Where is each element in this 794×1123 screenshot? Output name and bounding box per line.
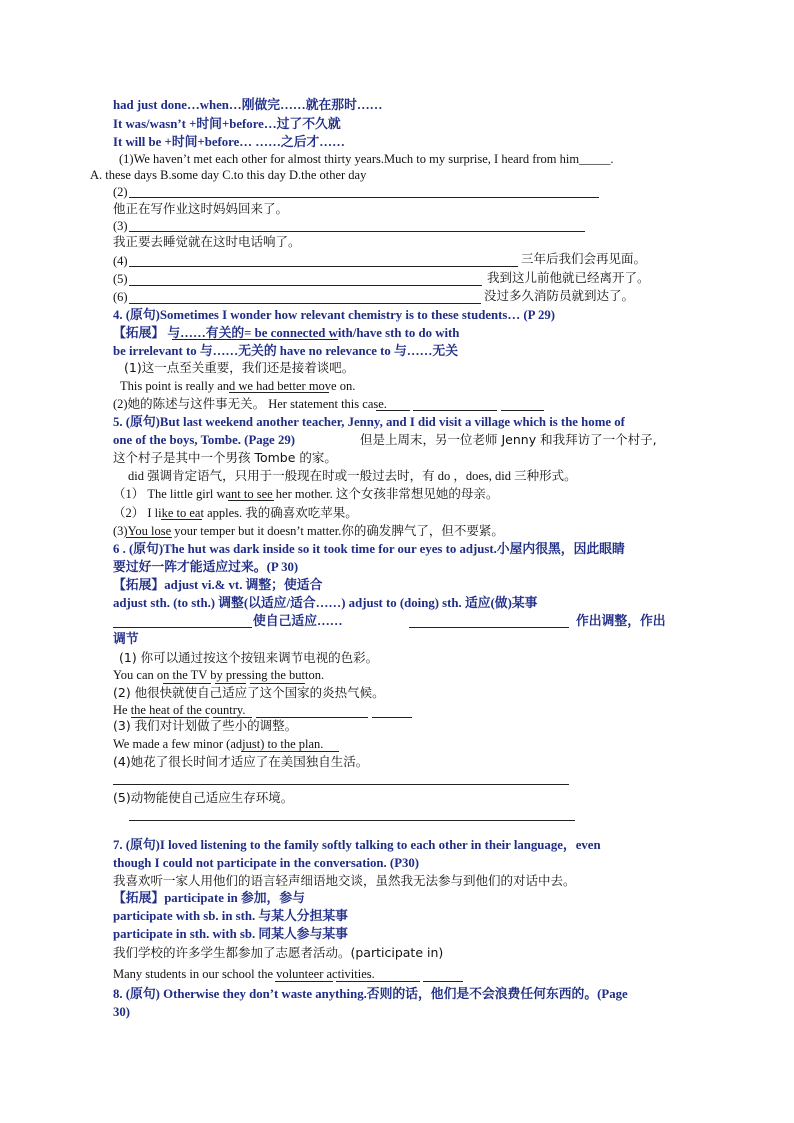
text-line-l02: It was/wasn’t +时间+before…过了不久就 (113, 117, 341, 131)
text-line-l39: (2) 他很快就使自己适应了这个国家的炎热气候。 (113, 685, 385, 700)
text-line-l28: （2） I like to eat apples. 我的确喜欢吃苹果。 (113, 506, 358, 520)
text-line-l36: 调节 (113, 632, 139, 646)
answer-blank-line (161, 519, 202, 520)
answer-blank-line (250, 683, 305, 684)
answer-blank-line (113, 784, 569, 785)
text-line-l25: 这个村子是其中一个男孩 Tombe 的家。 (113, 450, 337, 465)
answer-blank-line (113, 627, 252, 628)
answer-blank-line (213, 717, 252, 718)
text-line-l05: A. these days B.some day C.to this day D.the other day (90, 168, 367, 182)
text-line-l24: 但是上周末，另一位老师 Jenny 和我拜访了一个村子, (360, 432, 657, 447)
answer-blank-line (372, 717, 412, 718)
text-line-l06: (2) (113, 185, 128, 199)
text-line-l29: (3)You lose your temper but it doesn’t matter.你的确发脾气了，但不要紧。 (113, 524, 504, 538)
text-line-l13: 我到这儿前他就已经离开了。 (487, 270, 650, 285)
text-line-l18: be irrelevant to 与……无关的 have no relevance to 与……无关 (113, 344, 458, 358)
text-line-l47: 我喜欢听一家人用他们的语言轻声细语地交谈，虽然我无法参与到他们的对话中去。 (113, 873, 576, 888)
text-line-l37: (1) 你可以通过按这个按钮来调节电视的色彩。 (119, 650, 379, 665)
answer-blank-line (163, 683, 211, 684)
answer-blank-line (229, 392, 329, 393)
text-line-l10: (4) (113, 254, 128, 268)
text-line-l26: did 强调肯定语气，只用于一般现在时或一般过去时，有 do ，does, did 三种形式。 (128, 469, 577, 483)
text-line-l17: 【拓展】 与……有关的= be connected with/have sth to do with (113, 326, 460, 340)
text-line-l11: 三年后我们会再见面。 (521, 251, 647, 266)
text-line-l50: participate in sth. with sb. 同某人参与某事 (113, 927, 348, 941)
text-line-l07: 他正在写作业这时妈妈回来了。 (113, 201, 289, 216)
answer-blank-line (501, 410, 544, 411)
answer-blank-line (413, 410, 497, 411)
text-line-l14: (6) (113, 290, 128, 304)
answer-blank-line (336, 981, 420, 982)
answer-blank-line (129, 820, 575, 821)
text-line-l49: participate with sb. in sth. 与某人分担某事 (113, 909, 348, 923)
answer-blank-line (215, 683, 246, 684)
answer-blank-line (241, 751, 339, 752)
answer-blank-line (275, 981, 333, 982)
text-line-l01: had just done…when…刚做完……就在那时…… (113, 98, 383, 112)
text-line-l31: 要过好一阵才能适应过来。(P 30) (113, 560, 299, 574)
text-line-l22: 5. (原句)But last weekend another teacher, Jenny, and I did visit a village which is the home of (113, 415, 625, 429)
answer-blank-line (129, 231, 585, 232)
text-line-l45: 7. (原句)I loved listening to the family softly talking to each other in their language，even (113, 838, 601, 852)
answer-blank-line (129, 303, 481, 304)
answer-blank-line (228, 500, 274, 501)
text-line-l04: (1)We haven’t met each other for almost thirty years.Much to my surprise, I heard from him_____. (119, 152, 614, 166)
text-line-l51: 我们学校的许多学生都参加了志愿者活动。(participate in) (113, 945, 444, 960)
answer-blank-line (126, 537, 172, 538)
text-line-l08: (3) (113, 219, 128, 233)
text-line-l16: 4. (原句)Sometimes I wonder how relevant chemistry is to these students… (P 29) (113, 308, 556, 322)
text-line-l23: one of the boys, Tombe. (Page 29) (113, 433, 295, 447)
text-line-l15: 没过多久消防员就到达了。 (484, 288, 635, 303)
text-line-l12: (5) (113, 272, 128, 286)
answer-blank-line (376, 410, 410, 411)
answer-blank-line (129, 285, 482, 286)
text-line-l54: 30) (113, 1005, 131, 1019)
text-line-l52: Many students in our school the volunteer activities. (113, 967, 375, 981)
answer-blank-line (423, 981, 463, 982)
answer-blank-line (172, 339, 338, 340)
answer-blank-line (131, 717, 209, 718)
text-line-l53: 8. (原句) Otherwise they don’t waste anything.否则的话，他们是不会浪费任何东西的。(Page (113, 987, 628, 1001)
text-line-l48: 【拓展】participate in 参加，参与 (113, 891, 305, 905)
text-line-l38: You can on the TV by pressing the button. (113, 668, 325, 682)
text-line-l27: （1） The little girl want to see her mother. 这个女孩非常想见她的母亲。 (113, 487, 499, 501)
text-line-l43: (4)她花了很长时间才适应了在美国独自生活。 (113, 754, 369, 769)
text-line-l34: 使自己适应…… (253, 614, 343, 628)
text-line-l09: 我正要去睡觉就在这时电话响了。 (113, 234, 301, 249)
text-line-l20: This point is really and we had better move on. (120, 379, 356, 393)
text-line-l44: (5)动物能使自己适应生存环境。 (113, 790, 294, 805)
text-line-l40: He the heat of the country. (113, 703, 246, 717)
text-line-l03: It will be +时间+before… ……之后才…… (113, 135, 345, 149)
text-line-l42: We made a few minor (adjust) to the plan. (113, 737, 324, 751)
text-line-l41: (3) 我们对计划做了些小的调整。 (113, 718, 298, 733)
text-line-l33: adjust sth. (to sth.) 调整(以适应/适合……) adjust to (doing) sth. 适应(做)某事 (113, 596, 538, 610)
answer-blank-line (409, 627, 569, 628)
text-line-l21: (2)她的陈述与这件事无关。 Her statement this case. (113, 397, 387, 411)
answer-blank-line (256, 717, 368, 718)
text-line-l30: 6 . (原句)The hut was dark inside so it took time for our eyes to adjust.小屋内很黑，因此眼睛 (113, 542, 625, 556)
text-line-l32: 【拓展】adjust vi.& vt. 调整；使适合 (113, 578, 323, 592)
text-line-l35: 作出调整，作出 (576, 614, 666, 628)
answer-blank-line (129, 266, 518, 267)
text-line-l19: (1)这一点至关重要，我们还是接着谈吧。 (124, 360, 355, 375)
text-line-l46: though I could not participate in the conversation. (P30) (113, 856, 420, 870)
answer-blank-line (129, 197, 599, 198)
